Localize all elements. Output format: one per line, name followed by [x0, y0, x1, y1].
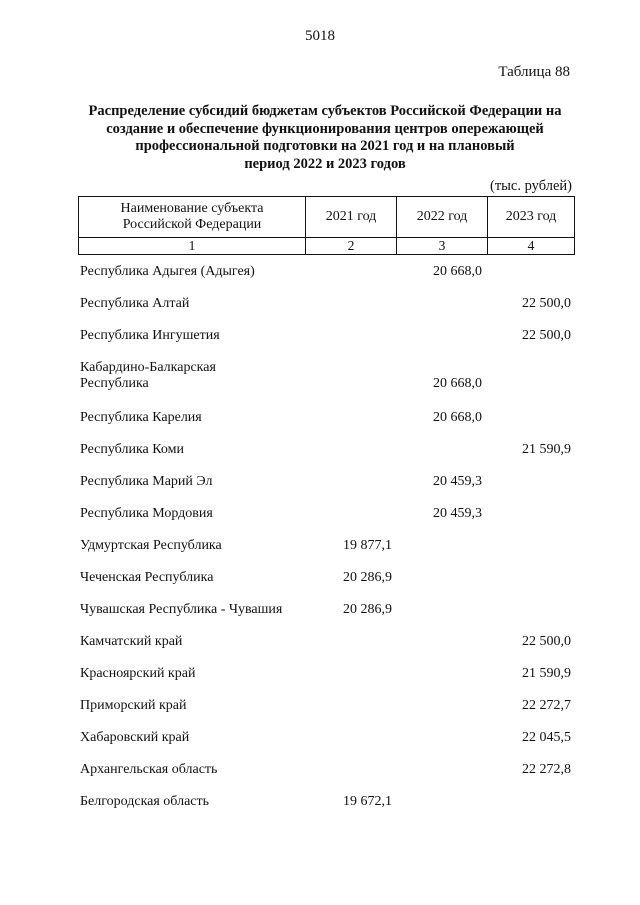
table-row — [78, 472, 578, 504]
column-number: 3 — [397, 238, 488, 255]
table-row — [78, 262, 578, 294]
table-row — [78, 760, 578, 792]
title-line: создание и обеспечение функционирования центров опережающей — [106, 120, 544, 137]
units-note: (тыс. рублей) — [490, 178, 572, 194]
value-2022: 20 459,3 — [433, 474, 482, 489]
value-2022: 20 668,0 — [433, 410, 482, 425]
subject-name: Приморский край — [80, 698, 187, 713]
title-line: Распределение субсидий бюджетам субъектов Российской Федерации на — [88, 103, 562, 119]
subject-name: Республика Марий Эл — [80, 474, 213, 489]
value-2023: 22 272,7 — [522, 698, 571, 713]
subject-name-line: Республика — [80, 376, 149, 391]
table-row — [78, 696, 578, 728]
header-subject-line: Наименование субъекта — [120, 201, 264, 216]
value-2022: 20 668,0 — [433, 264, 482, 279]
table-row — [78, 792, 578, 824]
table-row — [78, 536, 578, 568]
subject-name: Архангельская область — [80, 762, 218, 777]
value-2023: 22 272,8 — [522, 762, 571, 777]
header-2021: 2021 год — [306, 197, 397, 238]
table-label: Таблица 88 — [498, 64, 570, 80]
subject-name: Чеченская Республика — [80, 570, 214, 585]
table-row — [78, 358, 578, 408]
subject-name: Республика Адыгея (Адыгея) — [80, 264, 255, 279]
value-2021: 20 286,9 — [343, 602, 392, 617]
column-numbers-row — [79, 238, 575, 255]
subject-name: Республика Карелия — [80, 410, 202, 425]
header-2022: 2022 год — [397, 197, 488, 238]
subject-name: Камчатский край — [80, 634, 183, 649]
table-row — [78, 408, 578, 440]
subject-name: Республика Коми — [80, 442, 184, 457]
subject-name: Чувашская Республика - Чувашия — [80, 602, 283, 617]
table-row — [78, 326, 578, 358]
subject-name: Красноярский край — [80, 666, 196, 681]
header-2023: 2023 год — [488, 197, 575, 238]
value-2023: 22 500,0 — [522, 634, 571, 649]
value-2023: 21 590,9 — [522, 442, 571, 457]
title-line: период 2022 и 2023 годов — [244, 155, 406, 172]
table-row — [78, 440, 578, 472]
subject-name: Республика Алтай — [80, 296, 190, 311]
column-number: 1 — [79, 238, 306, 255]
value-2022: 20 459,3 — [433, 506, 482, 521]
table-header — [78, 196, 575, 255]
subject-name-line: Кабардино-Балкарская — [80, 360, 216, 375]
value-2021: 19 672,1 — [343, 794, 392, 809]
table-row — [78, 504, 578, 536]
table-row — [78, 600, 578, 632]
value-2023: 22 045,5 — [522, 730, 571, 745]
table-row — [78, 664, 578, 696]
value-2023: 22 500,0 — [522, 328, 571, 343]
page-number: 5018 — [305, 28, 335, 44]
value-2022: 20 668,0 — [433, 376, 482, 391]
value-2023: 21 590,9 — [522, 666, 571, 681]
column-number: 2 — [306, 238, 397, 255]
table-body — [78, 262, 578, 824]
subject-name: Белгородская область — [80, 794, 210, 809]
table-row — [78, 728, 578, 760]
table-row — [78, 294, 578, 326]
header-subject — [79, 197, 306, 238]
subject-name: Удмуртская Республика — [80, 538, 222, 553]
document-title — [60, 103, 590, 173]
table-row — [78, 632, 578, 664]
subject-name — [80, 360, 310, 392]
value-2023: 22 500,0 — [522, 296, 571, 311]
value-2021: 19 877,1 — [343, 538, 392, 553]
column-number: 4 — [488, 238, 575, 255]
table-row — [78, 568, 578, 600]
title-line: профессиональной подготовки на 2021 год и на плановый — [135, 138, 515, 154]
subject-name: Республика Ингушетия — [80, 328, 220, 343]
header-subject-line: Российской Федерации — [122, 217, 262, 232]
value-2021: 20 286,9 — [343, 570, 392, 585]
subject-name: Республика Мордовия — [80, 506, 213, 521]
subject-name: Хабаровский край — [80, 730, 190, 745]
column-headers-row — [79, 197, 575, 238]
